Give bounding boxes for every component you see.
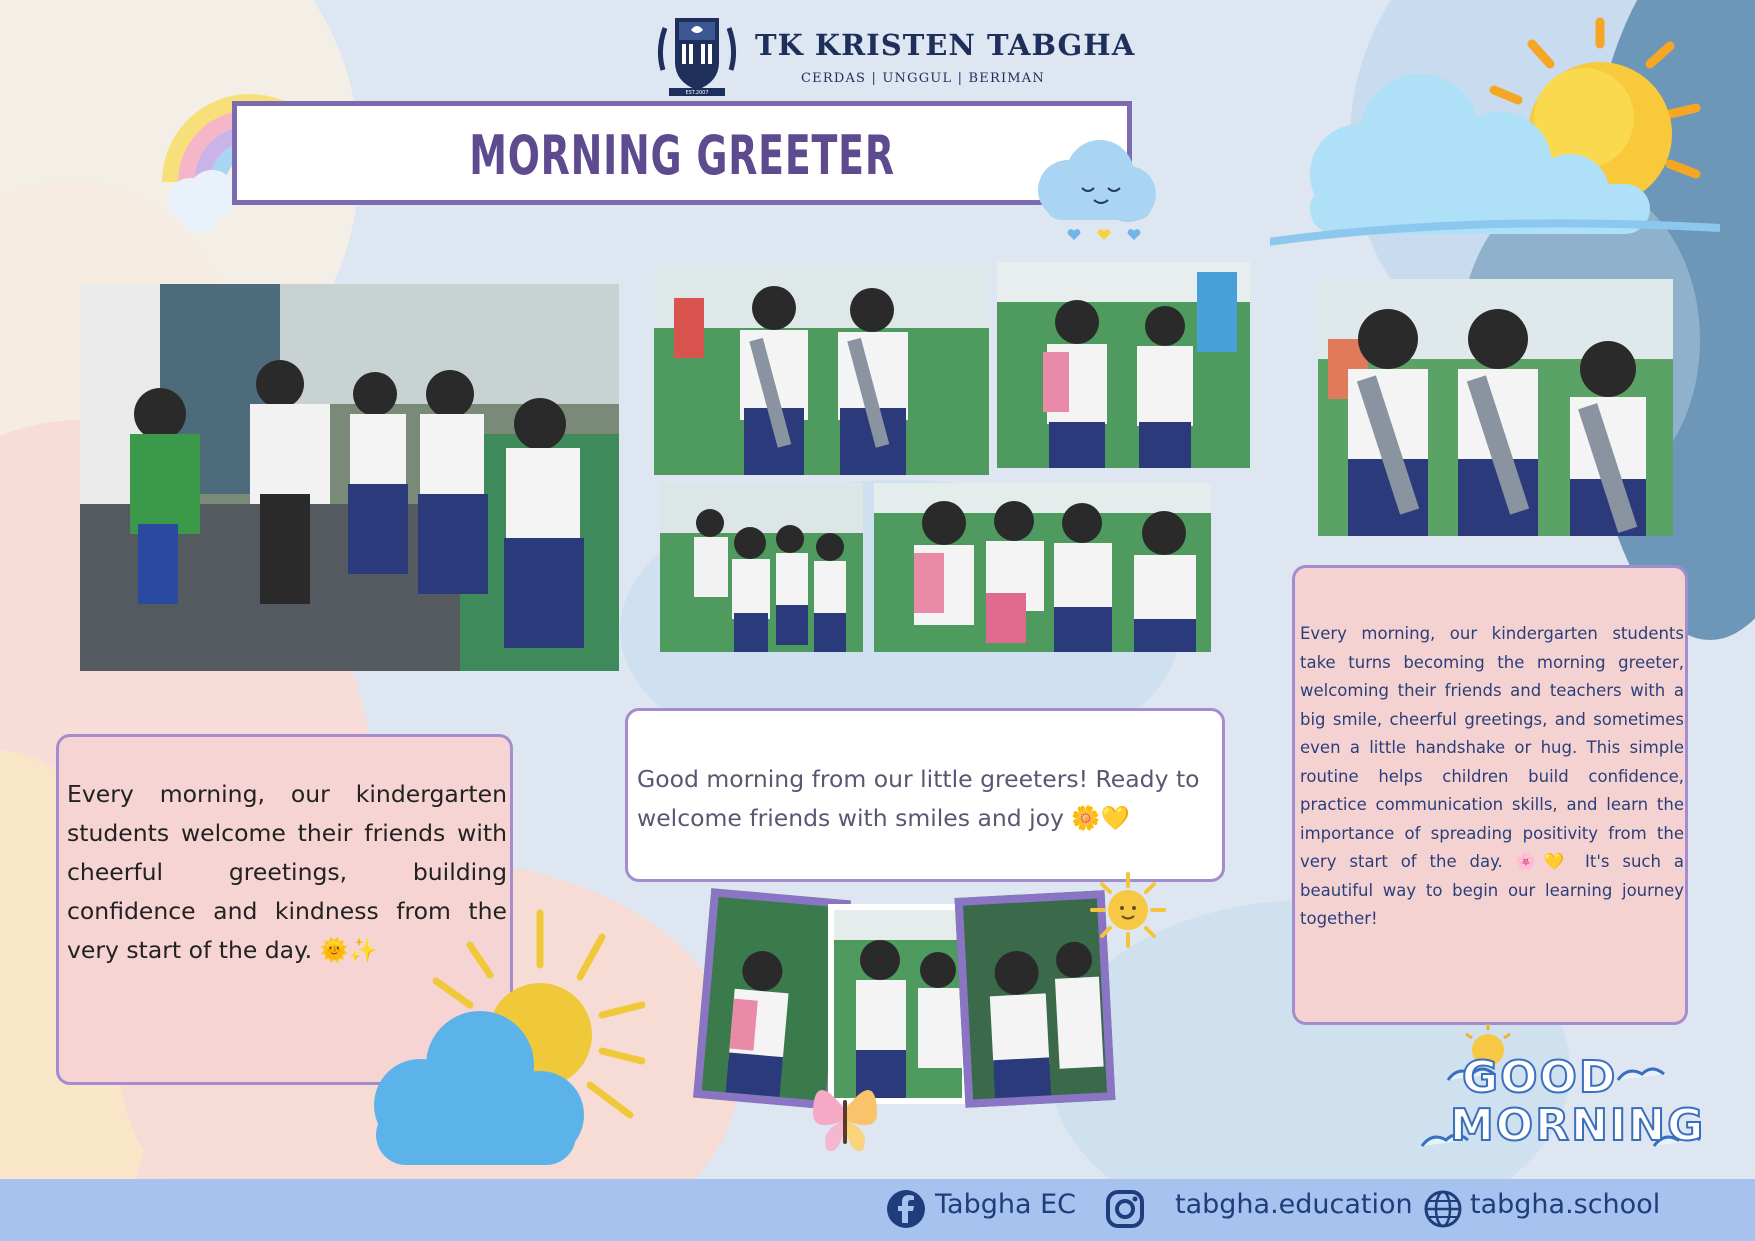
photo-main: [80, 284, 619, 671]
caption-middle: [625, 708, 1225, 882]
caption-left-text: Every morning, our kindergarten students welcome their friends with cheerful greetings, building confidence and kindness from the very start of the day. 🌞✨: [67, 780, 507, 964]
small-sun-icon: [1088, 870, 1168, 950]
cloud-face-icon: [1028, 130, 1168, 250]
sun-cloud-icon: [340, 905, 650, 1175]
crest-icon: [655, 10, 739, 100]
photo-top-mid-right: [997, 262, 1250, 468]
page-title: MORNING GREETER: [469, 124, 895, 187]
caption-right: [1292, 565, 1688, 1025]
crest-year: EST.2007: [685, 90, 709, 96]
photo-bottom-mid-right: [874, 483, 1211, 652]
facebook-link[interactable]: Tabgha EC: [935, 1189, 1076, 1220]
photo-top-mid-left: [654, 268, 989, 475]
caption-middle-text: Good morning from our little greeters! Ready to welcome friends with smiles and joy 🌼💛: [637, 765, 1200, 832]
school-name: TK KRISTEN TABGHA: [755, 28, 1136, 62]
caption-right-text: Every morning, our kindergarten students take turns becoming the morning greeter, welcoming their friends and teachers with a big smile, cheerful greetings, and sometimes even a little handshake or hug. This simple routine helps children build confidence, practice communication skills, and learn the importance of spreading positivity from the very start of the day. 🌸💛 It's such a beautiful way to begin our learning journey together!: [1300, 624, 1684, 928]
facebook-icon[interactable]: [886, 1189, 926, 1229]
title-banner: [232, 101, 1132, 205]
instagram-icon[interactable]: [1105, 1189, 1145, 1229]
footer: [0, 1179, 1755, 1241]
photo-bottom-mid-left: [660, 483, 863, 652]
photo-right: [1318, 279, 1673, 536]
globe-icon[interactable]: [1423, 1189, 1463, 1229]
sticker-morning-text: MORNING: [1450, 1100, 1706, 1151]
school-logo: [655, 10, 1136, 102]
school-tagline: CERDAS | UNGGUL | BERIMAN: [801, 71, 1045, 86]
instagram-link[interactable]: tabgha.education: [1175, 1189, 1413, 1220]
photo-collage: [688, 882, 1128, 1122]
sticker-good-text: GOOD: [1462, 1052, 1618, 1103]
butterfly-icon: [805, 1070, 885, 1160]
sun-cloud-icon: [1270, 14, 1730, 254]
website-link[interactable]: tabgha.school: [1470, 1189, 1661, 1220]
